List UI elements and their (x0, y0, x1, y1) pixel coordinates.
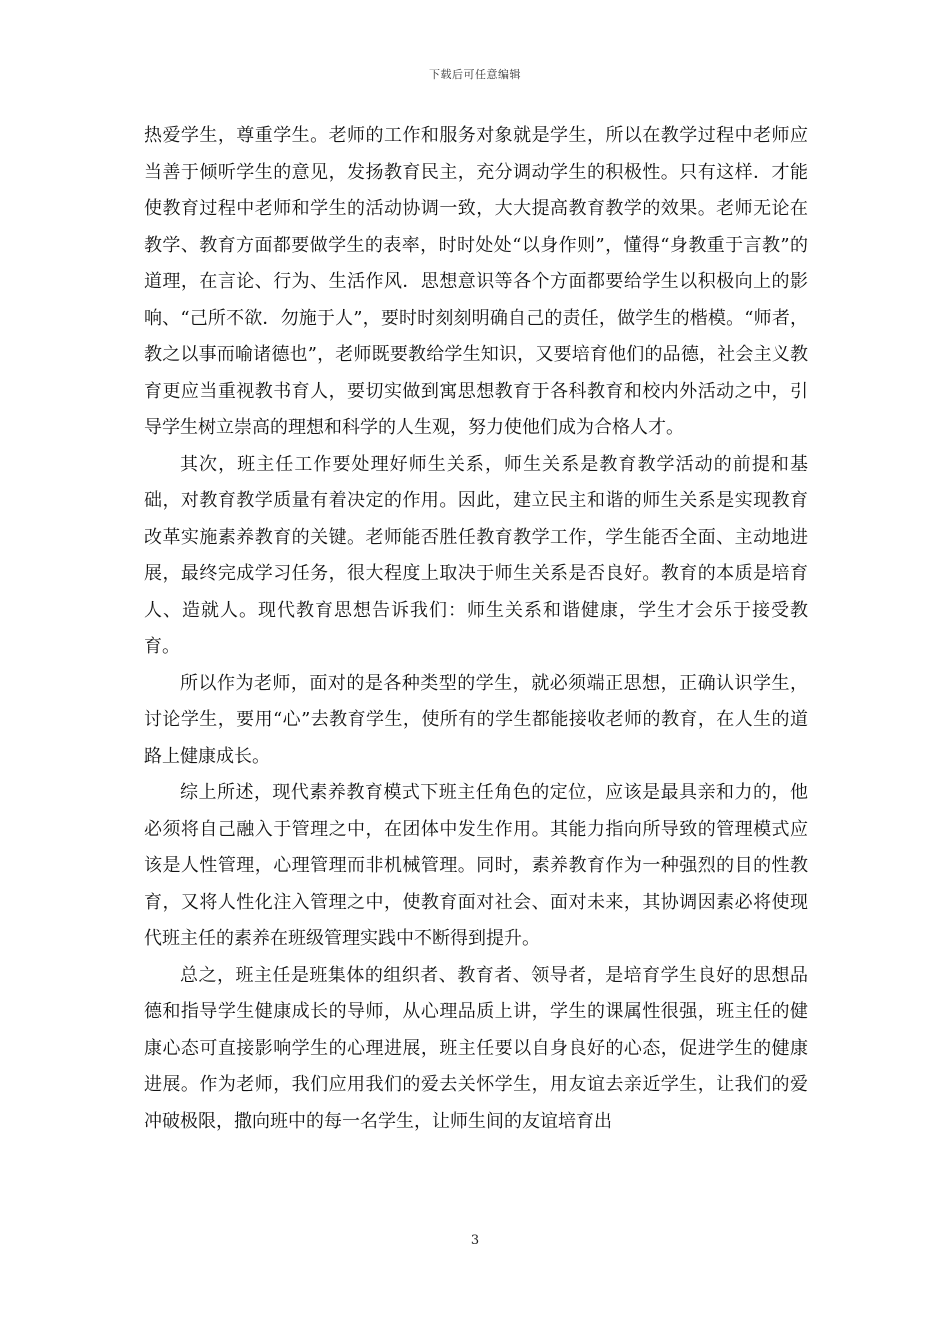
paragraph-3: 所以作为老师，面对的是各种类型的学生，就必须端正思想，正确认识学生，讨论学生，要用“心”去教育学生，使所有的学生都能接收老师的教育，在人生的道路上健康成长。 (144, 672, 808, 767)
document-body (144, 118, 808, 1140)
paragraph-4: 综上所述，现代素养教育模式下班主任角色的定位，应该是最具亲和力的，他必须将自己融入于管理之中，在团体中发生作用。其能力指向所导致的管理模式应该是人性管理，心理管理而非机械管理。同时，素养教育作为一种强烈的目的性教育，又将人性化注入管理之中，使教育面对社会、面对未来，其协调因素必将使现代班主任的素养在班级管理实践中不断得到提升。 (144, 782, 808, 949)
paragraph-2: 其次，班主任工作要处理好师生关系，师生关系是教育教学活动的前提和基础，对教育教学质量有着决定的作用。因此，建立民主和谐的师生关系是实现教育改革实施素养教育的关键。老师能否胜任教育教学工作，学生能否全面、主动地进展，最终完成学习任务，很大程度上取决于师生关系是否良好。教育的本质是培育人、造就人。现代教育思想告诉我们：师生关系和谐健康，学生才会乐于接受教育。 (144, 453, 808, 657)
page-header: 下载后可任意编辑 (429, 68, 521, 81)
paragraph-1: 热爱学生，尊重学生。老师的工作和服务对象就是学生，所以在教学过程中老师应当善于倾听学生的意见，发扬教育民主，充分调动学生的积极性。只有这样．才能使教育过程中老师和学生的活动协调一致，大大提高教育教学的效果。老师无论在教学、教育方面都要做学生的表率，时时处处“以身作则”，懂得“身教重于言教”的道理，在言论、行为、生活作风．思想意识等各个方面都要给学生以积极向上的影响、“己所不欲．勿施于人”，要时时刻刻明确自己的责任，做学生的楷模。“师者，教之以事而喻诸德也”，老师既要教给学生知识，又要培育他们的品德，社会主义教育更应当重视教书育人，要切实做到寓思想教育于各科教育和校内外活动之中，引导学生树立崇高的理想和科学的人生观，努力使他们成为合格人才。 (144, 125, 808, 438)
paragraph-5: 总之，班主任是班集体的组织者、教育者、领导者，是培育学生良好的思想品德和指导学生健康成长的导师，从心理品质上讲，学生的课属性很强，班主任的健康心态可直接影响学生的心理进展，班主任要以自身良好的心态，促进学生的健康进展。作为老师，我们应用我们的爱去关怀学生，用友谊去亲近学生，让我们的爱冲破极限，撒向班中的每一名学生，让师生间的友谊培育出 (144, 964, 808, 1132)
page-number: 3 (470, 1233, 480, 1248)
